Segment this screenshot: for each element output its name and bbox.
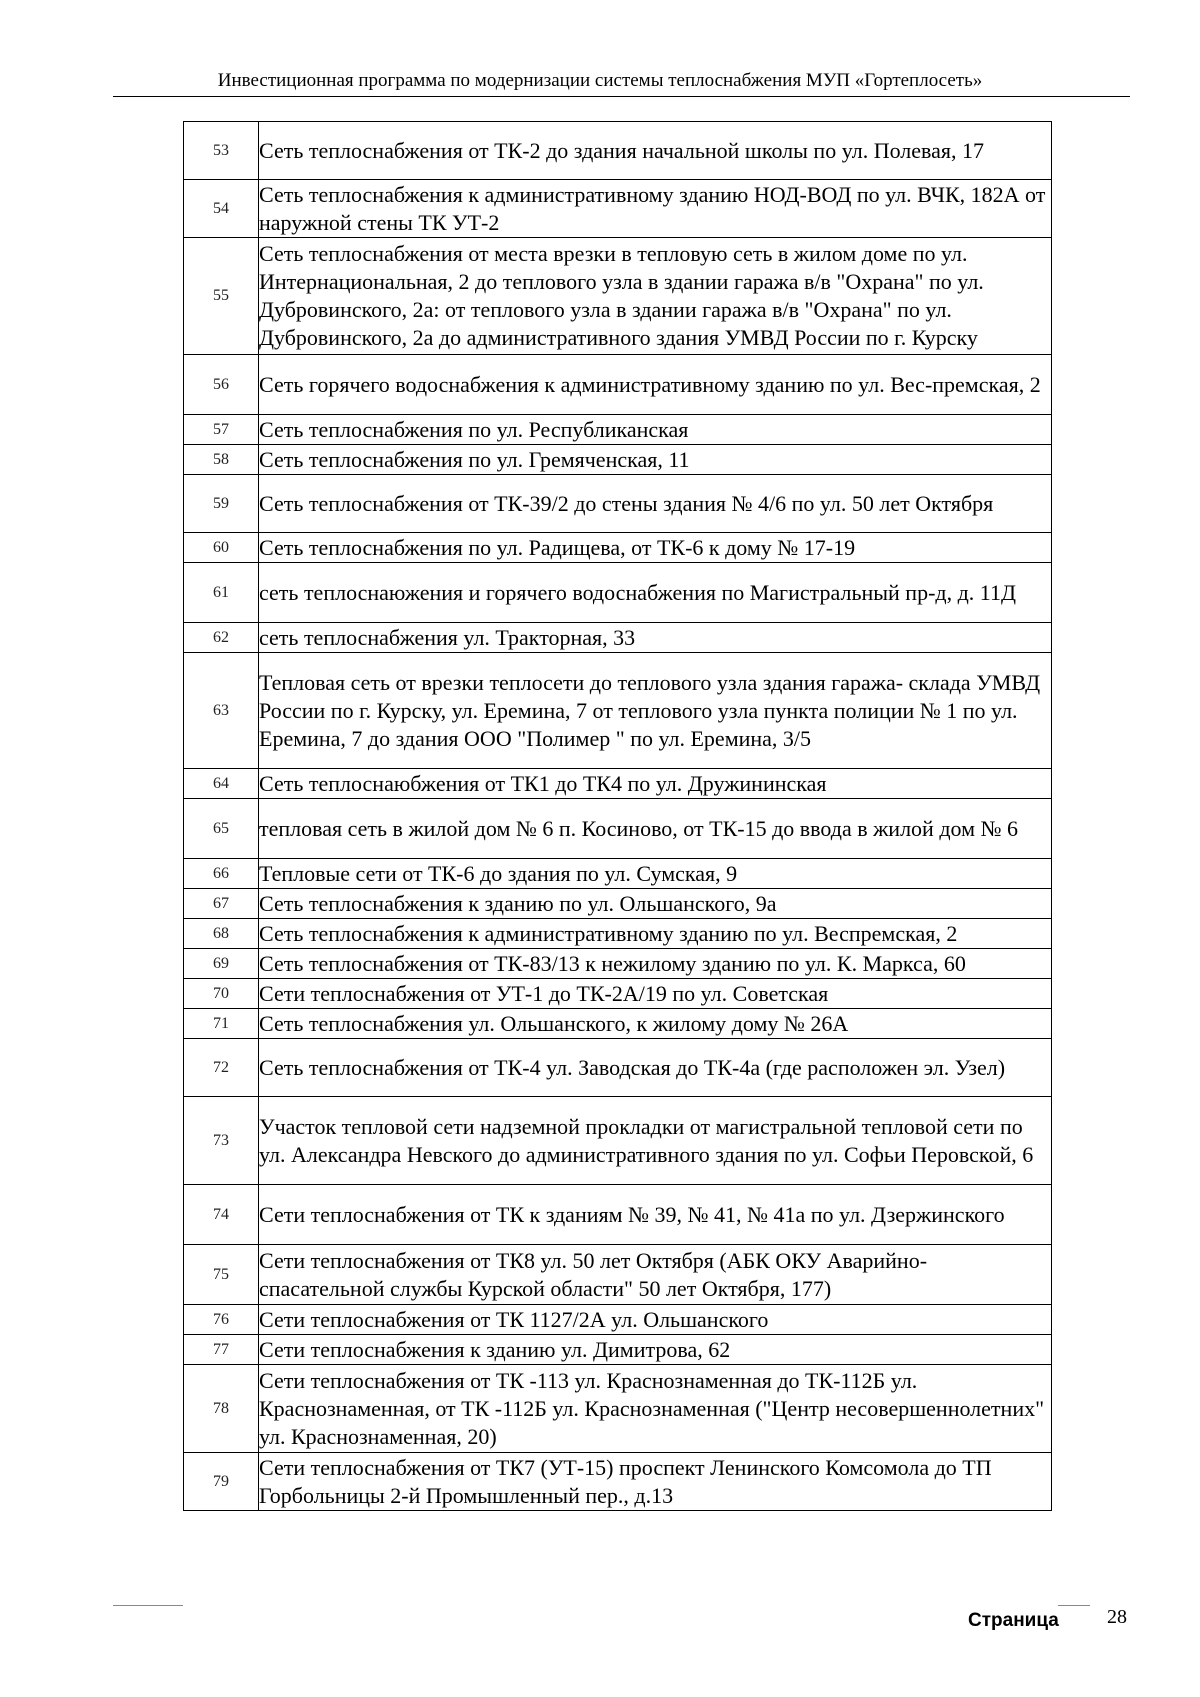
table-row: [184, 1245, 1052, 1305]
row-number: 68: [184, 919, 259, 949]
row-description: сеть теплоснабжения ул. Тракторная, 33: [259, 623, 1052, 653]
row-number: 79: [184, 1453, 259, 1511]
row-number: 65: [184, 799, 259, 859]
table-row: [184, 180, 1052, 238]
row-description: Сеть теплоснабжения к административному зданию по ул. Веспремская, 2: [259, 919, 1052, 949]
row-number: 64: [184, 769, 259, 799]
row-number: 61: [184, 563, 259, 623]
row-number: 60: [184, 533, 259, 563]
row-description: Тепловые сети от ТК-6 до здания по ул. Сумская, 9: [259, 859, 1052, 889]
table-row: [184, 445, 1052, 475]
table-row: [184, 769, 1052, 799]
row-number: 55: [184, 238, 259, 355]
row-description: Сеть теплоснаюбжения от ТК1 до ТК4 по ул. Дружининская: [259, 769, 1052, 799]
row-description: Сеть теплоснабжения по ул. Гремяченская, 11: [259, 445, 1052, 475]
row-description: Сети теплоснабжения от ТК8 ул. 50 лет Октября (АБК ОКУ Аварийно-спасательной службы Курской области" 50 лет Октября, 177): [259, 1245, 1052, 1305]
table-row: [184, 623, 1052, 653]
row-number: 59: [184, 475, 259, 533]
table-row: [184, 799, 1052, 859]
footer-page-label: Страница: [968, 1610, 1059, 1631]
table-row: [184, 889, 1052, 919]
row-number: 67: [184, 889, 259, 919]
row-number: 76: [184, 1305, 259, 1335]
row-number: 71: [184, 1009, 259, 1039]
row-number: 73: [184, 1097, 259, 1185]
table-row: [184, 859, 1052, 889]
page-header-title: Инвестиционная программа по модернизации системы теплоснабжения МУП «Гортеплосеть»: [217, 70, 983, 91]
table-row: [184, 122, 1052, 180]
row-description: Сеть теплоснабжения от ТК-2 до здания начальной школы по ул. Полевая, 17: [259, 122, 1052, 180]
row-description: Сеть теплоснабжения ул. Ольшанского, к жилому дому № 26А: [259, 1009, 1052, 1039]
table-row: [184, 415, 1052, 445]
row-number: 70: [184, 979, 259, 1009]
footer-page-number: 28: [1107, 1606, 1127, 1628]
row-description: Сети теплоснабжения от УТ-1 до ТК-2А/19 по ул. Советская: [259, 979, 1052, 1009]
row-description: Сеть теплоснабжения по ул. Радищева, от ТК-6 к дому № 17-19: [259, 533, 1052, 563]
table-row: [184, 1009, 1052, 1039]
row-description: сеть теплоснаюжения и горячего водоснабжения по Магистральный пр-д, д. 11Д: [259, 563, 1052, 623]
row-number: 58: [184, 445, 259, 475]
network-list-table: [183, 121, 1052, 1511]
row-description: Тепловая сеть от врезки теплосети до теплового узла здания гаража- склада УМВД России по г. Курску, ул. Еремина, 7 от теплового узла пункта полиции № 1 по ул. Еремина, 7 до здания ООО "Полимер " по ул. Еремина, 3/5: [259, 653, 1052, 769]
table-row: [184, 238, 1052, 355]
row-description: Сети теплоснабжения от ТК к зданиям № 39, № 41, № 41а по ул. Дзержинского: [259, 1185, 1052, 1245]
row-description: Сеть теплоснабжения к административному зданию НОД-ВОД по ул. ВЧК, 182А от наружной стены ТК УТ-2: [259, 180, 1052, 238]
table-row: [184, 1039, 1052, 1097]
table-row: [184, 533, 1052, 563]
row-number: 54: [184, 180, 259, 238]
row-number: 72: [184, 1039, 259, 1097]
row-description: Сеть горячего водоснабжения к административному зданию по ул. Вес-премская, 2: [259, 355, 1052, 415]
row-number: 63: [184, 653, 259, 769]
table-row: [184, 919, 1052, 949]
row-description: Участок тепловой сети надземной прокладки от магистральной тепловой сети по ул. Александра Невского до административного здания по ул. Софьи Перовской, 6: [259, 1097, 1052, 1185]
row-number: 53: [184, 122, 259, 180]
table-row: [184, 949, 1052, 979]
table-row: [184, 1097, 1052, 1185]
table-row: [184, 653, 1052, 769]
table-row: [184, 1365, 1052, 1453]
row-description: Сети теплоснабжения к зданию ул. Димитрова, 62: [259, 1335, 1052, 1365]
row-description: Сети теплоснабжения от ТК7 (УТ-15) проспект Ленинского Комсомола до ТП Горбольницы 2-й Промышленный пер., д.13: [259, 1453, 1052, 1511]
row-description: Сеть теплоснабжения от ТК-83/13 к нежилому зданию по ул. К. Маркса, 60: [259, 949, 1052, 979]
row-number: 74: [184, 1185, 259, 1245]
row-number: 75: [184, 1245, 259, 1305]
footer-divider-left: [113, 1605, 183, 1606]
table-row: [184, 1305, 1052, 1335]
table-row: [184, 355, 1052, 415]
row-description: Сеть теплоснабжения по ул. Республиканская: [259, 415, 1052, 445]
row-number: 57: [184, 415, 259, 445]
row-number: 78: [184, 1365, 259, 1453]
row-description: Сети теплоснабжения от ТК 1127/2А ул. Ольшанского: [259, 1305, 1052, 1335]
footer-divider-right: [1058, 1605, 1090, 1606]
table-row: [184, 979, 1052, 1009]
row-number: 56: [184, 355, 259, 415]
row-description: Сети теплоснабжения от ТК -113 ул. Краснознаменная до ТК-112Б ул. Краснознаменная, от ТК -112Б ул. Краснознаменная ("Центр несовершеннолетних" ул. Краснознаменная, 20): [259, 1365, 1052, 1453]
table-row: [184, 475, 1052, 533]
table-row: [184, 563, 1052, 623]
row-description: Сеть теплоснабжения к зданию по ул. Ольшанского, 9а: [259, 889, 1052, 919]
table-body: [184, 122, 1052, 1511]
row-number: 62: [184, 623, 259, 653]
row-number: 77: [184, 1335, 259, 1365]
table-row: [184, 1185, 1052, 1245]
row-description: Сеть теплоснабжения от ТК-4 ул. Заводская до ТК-4а (где расположен эл. Узел): [259, 1039, 1052, 1097]
table-row: [184, 1335, 1052, 1365]
row-number: 69: [184, 949, 259, 979]
row-description: Сеть теплоснабжения от ТК-39/2 до стены здания № 4/6 по ул. 50 лет Октября: [259, 475, 1052, 533]
row-number: 66: [184, 859, 259, 889]
row-description: Сеть теплоснабжения от места врезки в тепловую сеть в жилом доме по ул. Интернациональная, 2 до теплового узла в здании гаража в/в "Охрана" по ул. Дубровинского, 2а: от теплового узла в здании гаража в/в "Охрана" по ул. Дубровинского, 2а до административного здания УМВД России по г. Курску: [259, 238, 1052, 355]
table-row: [184, 1453, 1052, 1511]
header-divider: [113, 96, 1130, 97]
row-description: тепловая сеть в жилой дом № 6 п. Косиново, от ТК-15 до ввода в жилой дом № 6: [259, 799, 1052, 859]
